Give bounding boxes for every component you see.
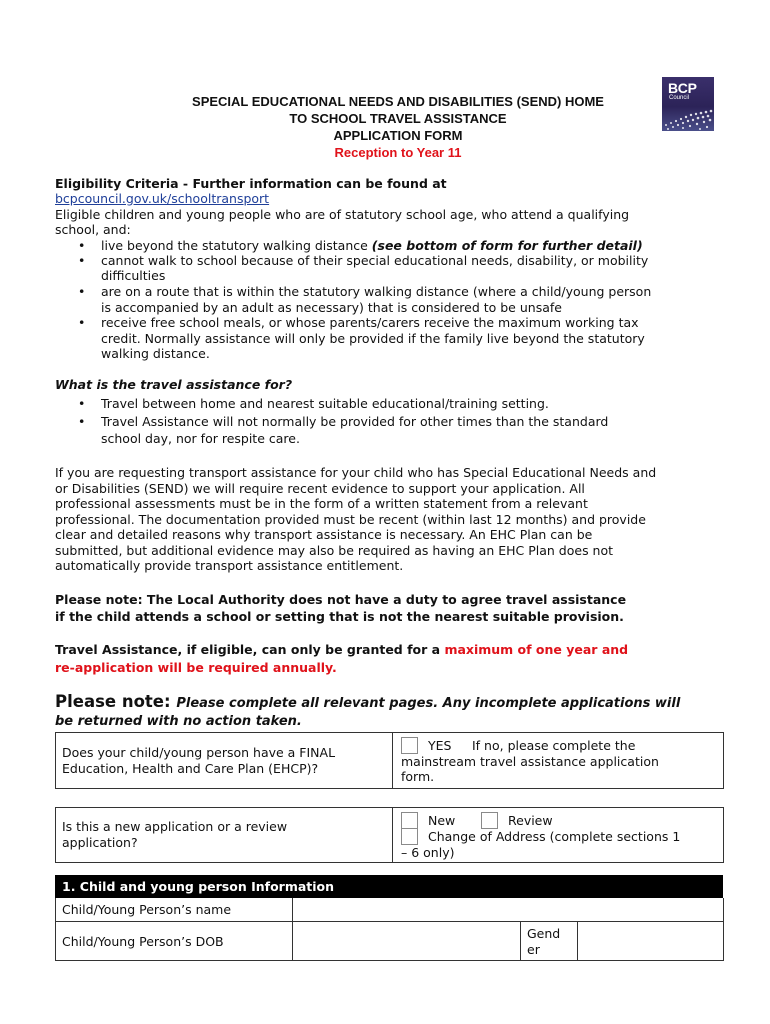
- send-paragraph-line-6: submitted, but additional evidence may also be required as having an EHC Plan does not: [55, 543, 614, 558]
- grant-note-maximum: maximum of one year and: [444, 642, 629, 657]
- eligibility-bullet-4-line-2: credit. Normally assistance will only be provided if the family live beyond the statutory: [101, 331, 645, 346]
- form-title-line-2: TO SCHOOL TRAVEL ASSISTANCE: [289, 111, 507, 126]
- eligibility-bullet-2-line-1: cannot walk to school because of their special educational needs, disability, or mobility: [101, 253, 649, 268]
- eligibility-intro-line-2: school, and:: [55, 222, 131, 237]
- duty-note-line-1: Please note: The Local Authority does not have a duty to agree travel assistance: [55, 592, 627, 607]
- send-paragraph-line-7: automatically provide transport assistance entitlement.: [55, 558, 404, 573]
- change-of-address-label-line-2: – 6 only): [401, 845, 455, 860]
- send-paragraph-line-1: If you are requesting transport assistance for your child who has Special Educational Needs and: [55, 465, 657, 480]
- table-divider: [520, 921, 521, 961]
- send-paragraph-line-4: professional. The documentation provided must be recent (within last 12 months) and provide: [55, 512, 646, 527]
- table-row-divider: [55, 921, 723, 922]
- gender-label-line-2: er: [527, 942, 540, 957]
- child-dob-label: Child/Young Person’s DOB: [62, 934, 224, 949]
- grant-note-line-1: [55, 642, 628, 658]
- send-paragraph-line-2: or Disabilities (SEND) we will require recent evidence to support your application. All: [55, 481, 585, 496]
- ehcp-yes-checkbox[interactable]: [401, 737, 418, 754]
- child-dob-field[interactable]: [298, 926, 516, 958]
- send-paragraph-line-3: professional assessments must be in the form of a written statement from a relevant: [55, 496, 588, 511]
- complete-note-line-1: [55, 692, 680, 714]
- duty-note-line-2: if the child attends a school or setting that is not the nearest suitable provision.: [55, 609, 624, 624]
- form-title-line-3: APPLICATION FORM: [333, 128, 463, 143]
- review-application-checkbox[interactable]: [481, 812, 498, 829]
- travel-bullet-2-line-1: Travel Assistance will not normally be provided for other times than the standard: [101, 414, 609, 429]
- eligibility-bullet-4-line-3: walking distance.: [101, 346, 210, 361]
- table-divider: [292, 898, 293, 961]
- table-divider: [392, 807, 393, 862]
- application-type-question-line-1: Is this a new application or a review: [62, 819, 288, 834]
- bullet-icon: •: [78, 315, 86, 330]
- complete-note-label: Please note:: [55, 692, 177, 711]
- complete-note-text-1: Please complete all relevant pages. Any incomplete applications will: [176, 696, 681, 711]
- ehcp-answer-line-2: mainstream travel assistance application: [401, 754, 659, 769]
- travel-bullet-2-line-2: school day, nor for respite care.: [101, 431, 300, 446]
- eligibility-bullet-1-text: live beyond the statutory walking distance: [101, 238, 372, 253]
- bullet-icon: •: [78, 414, 86, 429]
- grant-note-prefix: Travel Assistance, if eligible, can only be granted for a: [55, 642, 445, 657]
- child-name-field[interactable]: [298, 902, 718, 918]
- bullet-icon: •: [78, 284, 86, 299]
- logo-subtext: Council: [669, 95, 690, 101]
- ehcp-yes-label: YES: [428, 738, 452, 753]
- bullet-icon: •: [78, 396, 86, 411]
- eligibility-intro-line-1: Eligible children and young people who are of statutory school age, who attend a qualifying: [55, 207, 630, 222]
- eligibility-bullet-3-line-2: is accompanied by an adult as necessary) that is considered to be unsafe: [101, 300, 562, 315]
- bullet-icon: •: [78, 238, 86, 253]
- review-application-label: Review: [508, 813, 553, 828]
- ehcp-question-line-1: Does your child/young person have a FINAL: [62, 745, 336, 760]
- eligibility-bullet-1: [101, 238, 643, 254]
- application-type-question-line-2: application?: [62, 835, 138, 850]
- ehcp-answer-line-3: form.: [401, 769, 435, 784]
- child-name-label: Child/Young Person’s name: [62, 902, 232, 917]
- gender-label-line-1: Gend: [527, 926, 561, 941]
- change-of-address-checkbox[interactable]: [401, 828, 418, 845]
- travel-assistance-heading: What is the travel assistance for?: [55, 377, 293, 392]
- ehcp-answer-line-1: If no, please complete the: [472, 738, 636, 753]
- section-1-header: [55, 875, 723, 898]
- gender-field[interactable]: [583, 926, 717, 958]
- eligibility-bullet-4-line-1: receive free school meals, or whose parents/carers receive the maximum working tax: [101, 315, 639, 330]
- new-application-label: New: [428, 813, 456, 828]
- send-paragraph-line-5: clear and detailed reasons why transport assistance is necessary. An EHC Plan can be: [55, 527, 593, 542]
- grant-note-line-2: re-application will be required annually.: [55, 660, 337, 675]
- school-transport-link[interactable]: bcpcouncil.gov.uk/schooltransport: [55, 191, 270, 206]
- form-title-line-1: SPECIAL EDUCATIONAL NEEDS AND DISABILITIES (SEND) HOME: [192, 94, 604, 109]
- bullet-icon: •: [78, 253, 86, 268]
- table-divider: [392, 732, 393, 788]
- change-of-address-label-line-1: Change of Address (complete sections 1: [428, 829, 681, 844]
- ehcp-question-line-2: Education, Health and Care Plan (EHCP)?: [62, 761, 319, 776]
- eligibility-bullet-2-line-2: difficulties: [101, 268, 166, 283]
- complete-note-line-2: be returned with no action taken.: [55, 714, 302, 729]
- eligibility-bullet-3-line-1: are on a route that is within the statutory walking distance (where a child/young person: [101, 284, 652, 299]
- eligibility-bullet-1-emphasis: (see bottom of form for further detail): [371, 238, 643, 253]
- section-1-heading: 1. Child and young person Information: [62, 879, 335, 894]
- eligibility-heading: Eligibility Criteria - Further information can be found at: [55, 176, 447, 191]
- form-subtitle: Reception to Year 11: [334, 145, 462, 160]
- table-divider: [577, 921, 578, 961]
- logo-text: BCP: [668, 80, 697, 96]
- travel-bullet-1: Travel between home and nearest suitable educational/training setting.: [101, 396, 549, 411]
- new-application-checkbox[interactable]: [401, 812, 418, 829]
